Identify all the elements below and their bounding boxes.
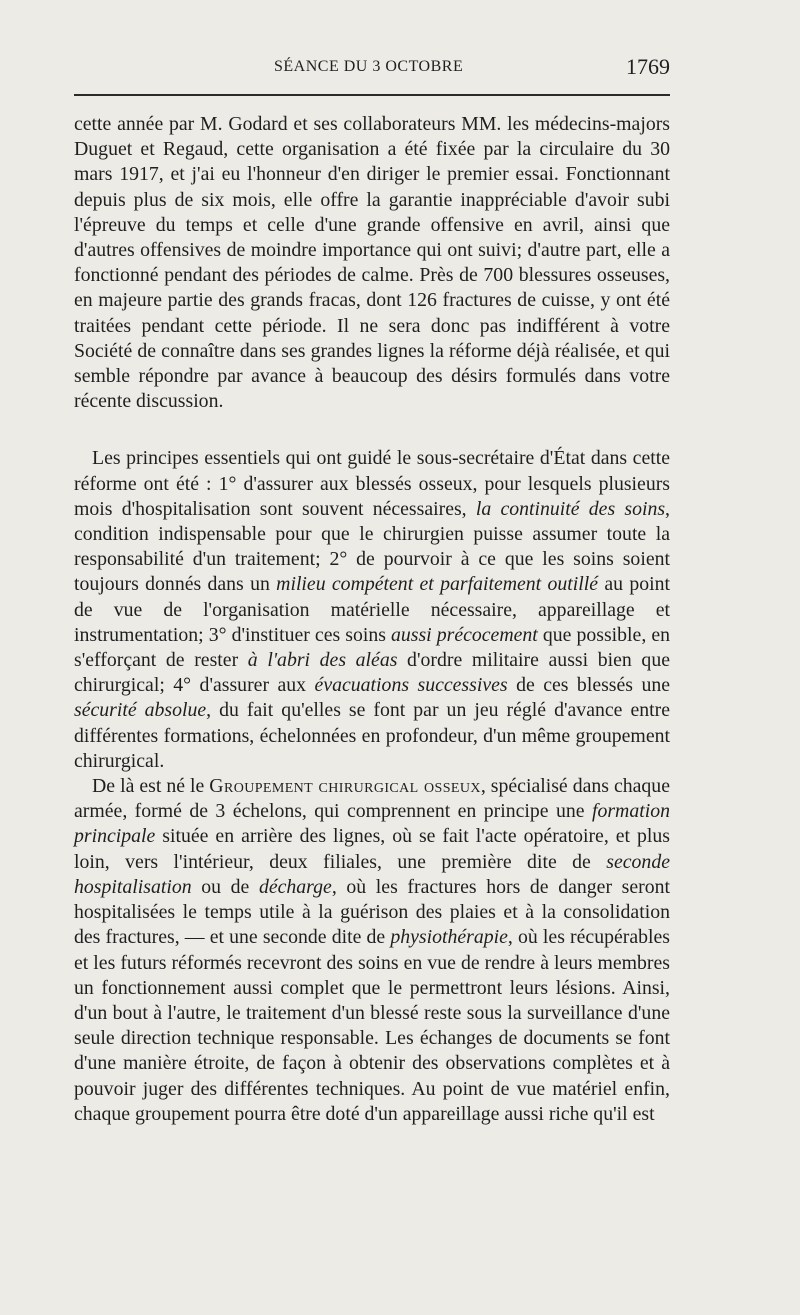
paragraph-3	[74, 774, 670, 1127]
text-run: Les principes essentiels qui ont guidé le sous-secrétaire d'État dans cette réforme ont été : 1° d'assurer aux blessés osseux, pour lesquels plusieurs mois d'hospitalisation sont souvent nécessaires,	[74, 447, 670, 520]
paragraph-1	[74, 112, 670, 414]
italic-phrase: sécurité absolue	[74, 699, 207, 722]
text-run: , où les fractures hors de danger seront hospitalisées le temps utile à la guérison des plaies et à la consolidation des fractures, — et une seconde dite de	[74, 875, 670, 949]
smallcaps-phrase: Groupement chirurgical osseux	[209, 775, 481, 798]
italic-phrase: à l'abri des aléas	[247, 649, 398, 672]
italic-phrase: milieu compétent et parfaitement outillé	[276, 573, 599, 596]
text-run: cette année par M. Godard et ses collaborateurs MM. les médecins-majors Duguet et Regaud, cette organisation a été fixée par la circulaire du 30 mars 1917, et j'ai eu l'honneur d'en diriger le premier essai. Fonctionnant depuis plus de six mois, elle offre la garantie inappréciable d'avoir subi l'épreuve du temps et celle d'une grande offensive en avril, ainsi que d'autres offensives de moindre importance qui ont suivi; d'autre part, elle a fonctionné pendant des périodes de calme. Près de 700 blessures osseuses, en majeure partie des grands fracas, dont 126 fractures de cuisse, y ont été traitées pendant cette période. Il ne sera donc pas indifférent à votre Société de connaître dans ses grandes lignes la réforme déjà réalisée, et qui semble répondre par avance à beaucoup des désirs formulés dans votre récente discussion.	[74, 113, 670, 413]
text-run: , du fait qu'elles se font par un jeu réglé d'avance entre différentes formations, échelonnées en profondeur, d'un même groupement chirurgical.	[74, 699, 670, 772]
page-number: 1769	[626, 54, 670, 79]
italic-phrase: évacuations successives	[314, 674, 508, 697]
italic-phrase: physiothérapie	[390, 926, 508, 949]
text-run: de ces blessés une	[507, 674, 671, 697]
page-header	[74, 52, 670, 82]
running-head: SÉANCE DU 3 OCTOBRE	[274, 58, 464, 75]
paragraph-gap	[74, 414, 670, 446]
italic-phrase: aussi précocement	[391, 623, 538, 646]
italic-phrase: formation principale	[74, 800, 670, 848]
text-run: au point de vue de l'organisation matérielle nécessaire, appareillage et instrumentation; 3° d'instituer ces soins	[74, 573, 670, 646]
header-rule	[74, 94, 670, 96]
text-run: , spécialisé dans chaque armée, formé de 3 échelons, qui comprennent en principe une	[74, 775, 670, 823]
italic-phrase: seconde hospitalisation	[74, 850, 670, 898]
text-run: d'ordre militaire aussi bien que chirurgical; 4° d'assurer aux	[74, 649, 670, 697]
text-run: , où les récupérables et les futurs réformés recevront des soins en vue de rendre à leurs membres un fonctionnement aussi complet que le permettront leurs lésions. Ainsi, d'un bout à l'autre, le traitement d'un blessé reste sous la surveillance d'une seule direction technique responsable. Les échanges de documents se font d'une manière étroite, de façon à obtenir des observations complètes et à pouvoir juger des différentes techniques. Au point de vue matériel enfin, chaque groupement pourra être doté d'un appareillage aussi riche qu'il est	[74, 926, 670, 1125]
italic-phrase: décharge	[258, 875, 332, 898]
italic-phrase: la continuité des soins	[475, 497, 666, 520]
text-run: De là est né le	[92, 775, 210, 798]
body-text	[74, 112, 670, 1127]
text-run: ou de	[191, 875, 259, 898]
paragraph-2	[74, 446, 670, 774]
text-run: que possible, en s'efforçant de rester	[74, 623, 671, 672]
text-run: , condition indispensable pour que le chirurgien puisse assumer toute la responsabilité d'un traitement; 2° de pourvoir à ce que les soins soient toujours donnés dans un	[74, 497, 670, 596]
text-run: située en arrière des lignes, où se fait l'acte opératoire, et plus loin, vers l'intérieur, deux filiales, une première dite de	[74, 825, 670, 873]
